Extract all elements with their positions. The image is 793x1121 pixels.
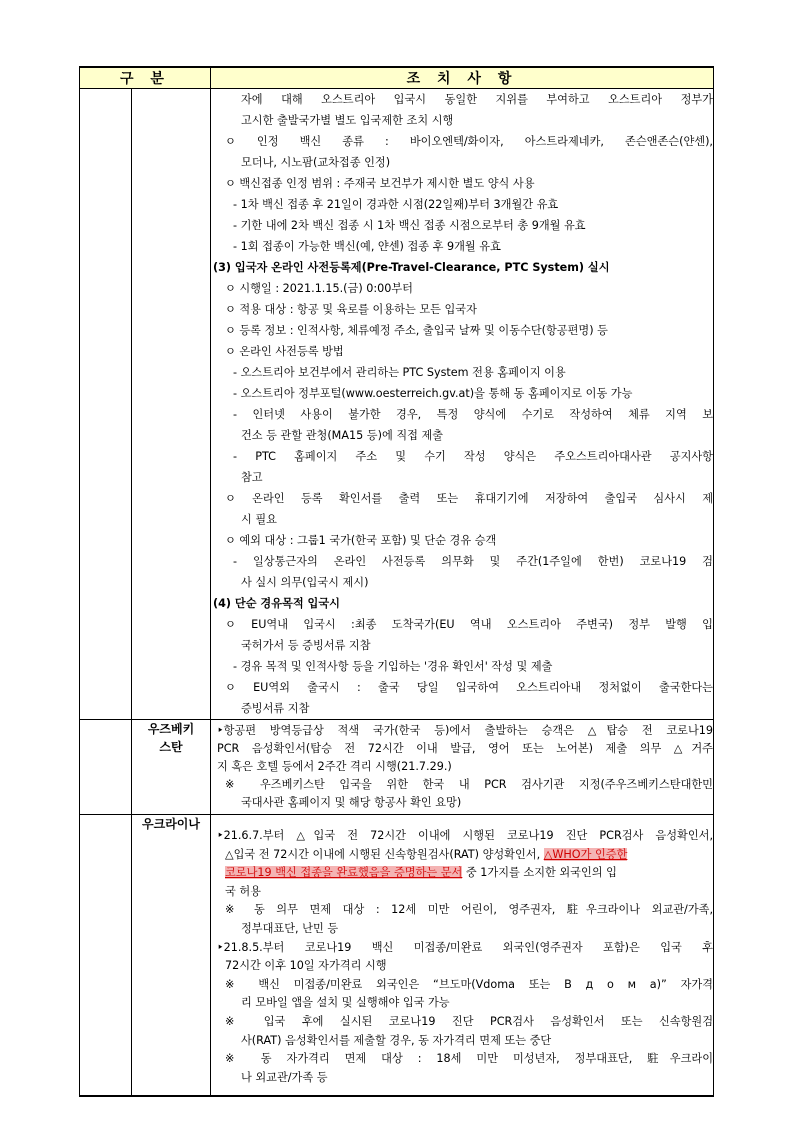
text-line: - PTC 홈페이지 주소 및 수기 작성 양식은 주오스트리아대사관 공지사항 <box>233 450 713 463</box>
text-line: ※ 동 의무 면제 대상 : 12세 미만 어린이, 영주권자, 駐우크라이나 외교관/가족, <box>225 903 713 917</box>
text-line: ※ 입국 후에 실시된 코로나19 진단 PCR검사 음성확인서 또는 신속항원검 <box>225 1014 713 1028</box>
text-line: - 오스트리아 보건부에서 관리하는 PTC System 전용 홈페이지 이용 <box>233 366 566 379</box>
text-line: 자에 대해 오스트리아 입국시 동일한 지위를 부여하고 오스트리아 정부가 <box>241 93 713 106</box>
text-line: 사(RAT) 음성확인서를 제출할 경우, 동 자가격리 면제 또는 중단 <box>241 1033 552 1047</box>
region-cell <box>80 89 132 720</box>
text-line: ※ 동 자가격리 면제 대상 : 18세 미만 미성년자, 정부대표단, 駐우크라이 <box>225 1052 713 1066</box>
country-name-uzbekistan <box>132 720 211 815</box>
text-line: ‣21.6.7.부터 △입국 전 72시간 이내에 시행된 코로나19 진단 PCR검사 음성확인서, <box>217 829 713 842</box>
text-line: 국허가서 등 증빙서류 지참 <box>241 639 371 652</box>
text-line: 참고 <box>241 471 263 484</box>
text-line: 건소 등 관할 관청(MA15 등)에 직접 제출 <box>241 429 444 442</box>
austria-measures <box>211 89 714 720</box>
text-line: ‣항공편 방역등급상 적색 국가(한국 등)에서 출발하는 승객은 △탑승 전 코로나19 <box>217 724 713 737</box>
text-line: - 인터넷 사용이 불가한 경우, 특정 양식에 수기로 작성하여 체류 지역 보 <box>233 408 713 421</box>
text-line: - 1회 접종이 가능한 백신(예, 얀센) 접종 후 9개월 유효 <box>233 240 501 253</box>
text-line: ‣21.8.5.부터 코로나19 백신 미접종/미완료 외국인(영주권자 포함)은 입국 후 <box>217 940 713 954</box>
text-line <box>211 864 713 883</box>
text-line: ㅇ 시행일 : 2021.1.15.(금) 0:00부터 <box>225 282 413 295</box>
text-line: ㅇ 등록 정보 : 인적사항, 체류예정 주소, 출입국 날짜 및 이동수단(항공편명) 등 <box>225 324 608 337</box>
highlighted-text: 코로나19 백신 접종을 완료했음을 증명하는 문서 <box>225 866 463 880</box>
text-line: 정부대표단, 난민 등 <box>241 921 339 935</box>
text-line: 국 허용 <box>225 884 261 898</box>
text-line: 국대사관 홈페이지 및 해당 항공사 확인 요망) <box>241 796 462 809</box>
text-segment: △입국 전 72시간 이내에 시행된 신속항원검사(RAT) 양성확인서, <box>225 847 541 861</box>
text-line: 72시간 이후 10일 자가격리 시행 <box>225 959 387 973</box>
region-cell <box>80 720 132 815</box>
text-line: 나 외교관/가족 등 <box>241 1070 328 1084</box>
text-line: ㅇ 예외 대상 : 그룹1 국가(한국 포함) 및 단순 경유 승객 <box>225 534 497 547</box>
text-line: PCR 음성확인서(탑승 전 72시간 이내 발급, 영어 또는 노어본) 제출 의무 △거주 <box>217 742 713 755</box>
text-line: - 기한 내에 2차 백신 접종 시 1차 백신 접종 시점으로부터 총 9개월 유효 <box>233 219 586 232</box>
uzbekistan-measures <box>211 720 714 815</box>
text-line: 지 혹은 호텔 등에서 2주간 격리 시행(21.7.29.) <box>217 760 452 773</box>
text-line: (3) 입국자 온라인 사전등록제(Pre-Travel-Clearance, PTC System) 실시 <box>213 261 610 274</box>
text-segment: 중 1가지를 소지한 외국인의 입 <box>465 866 617 880</box>
table-header-row <box>80 67 714 89</box>
text-line: - 오스트리아 정부포털(www.oesterreich.gv.at)을 통해 동 홈페이지로 이동 가능 <box>233 387 633 400</box>
text-line: 증빙서류 지참 <box>241 702 310 715</box>
text-line: ※ 우즈베키스탄 입국을 위한 한국 내 PCR 검사기관 지정(주우즈베키스탄대한민 <box>225 778 713 791</box>
text-line: ㅇ EU역외 출국시 : 출국 당일 입국하여 오스트리아내 정처없이 출국한다는 <box>225 681 713 694</box>
text-line: ㅇ 백신접종 인정 범위 : 주재국 보건부가 제시한 별도 양식 사용 <box>225 177 535 190</box>
text-line: 시 필요 <box>241 513 277 526</box>
text-line: ㅇ 온라인 등록 확인서를 출력 또는 휴대기기에 저장하여 출입국 심사시 제 <box>225 492 713 505</box>
header-measures: 조 치 사 항 <box>211 67 714 89</box>
text-line: 리 모바일 앱을 설치 및 실행해야 입국 가능 <box>241 996 450 1010</box>
text-line: - 1차 백신 접종 후 21일이 경과한 시점(22일째)부터 3개월간 유효 <box>233 198 559 211</box>
text-line: ㅇ 인정 백신 종류 : 바이오엔텍/화이자, 아스트라제네카, 존슨앤존슨(얀센), <box>225 135 713 148</box>
text-line: 모더나, 시노팜(교차접종 인정) <box>241 156 391 169</box>
text-line: (4) 단순 경유목적 입국시 <box>213 597 340 610</box>
country-label: 우즈베키스탄 <box>147 722 195 754</box>
text-line: - 경유 목적 및 인적사항 등을 기입하는 '경유 확인서' 작성 및 제출 <box>233 660 553 673</box>
country-label: 우크라이나 <box>142 817 200 831</box>
text-line: - 일상통근자의 온라인 사전등록 의무화 및 주간(1주일에 한번) 코로나19 검 <box>233 555 713 568</box>
country-cell-austria-continued <box>132 89 211 720</box>
ukraine-measures <box>211 815 714 1097</box>
country-name-ukraine <box>132 815 211 1097</box>
measures-table <box>79 66 714 1097</box>
text-line: ※ 백신 미접종/미완료 외국인은 “브도마(Vdoma 또는 В д о м а)” 자가격 <box>225 977 713 991</box>
uzbekistan-row <box>80 720 714 815</box>
text-line: 사 실시 의무(입국시 제시) <box>241 576 369 589</box>
text-line: ㅇ 적용 대상 : 항공 및 육로를 이용하는 모든 입국자 <box>225 303 477 316</box>
ukraine-row <box>80 815 714 1097</box>
region-cell <box>80 815 132 1097</box>
ukraine-notes <box>211 901 713 1087</box>
text-line: 고시한 출발국가별 별도 입국제한 조치 시행 <box>241 114 454 127</box>
text-line: ㅇ 온라인 사전등록 방법 <box>225 345 344 358</box>
text-line <box>211 846 713 865</box>
text-line: ㅇ EU역내 입국시 :최종 도착국가(EU 역내 오스트리아 주변국) 정부 발행 입 <box>225 618 713 631</box>
austria-row <box>80 89 714 720</box>
header-category: 구 분 <box>80 67 211 89</box>
highlighted-text: △WHO가 인증한 <box>543 847 628 861</box>
